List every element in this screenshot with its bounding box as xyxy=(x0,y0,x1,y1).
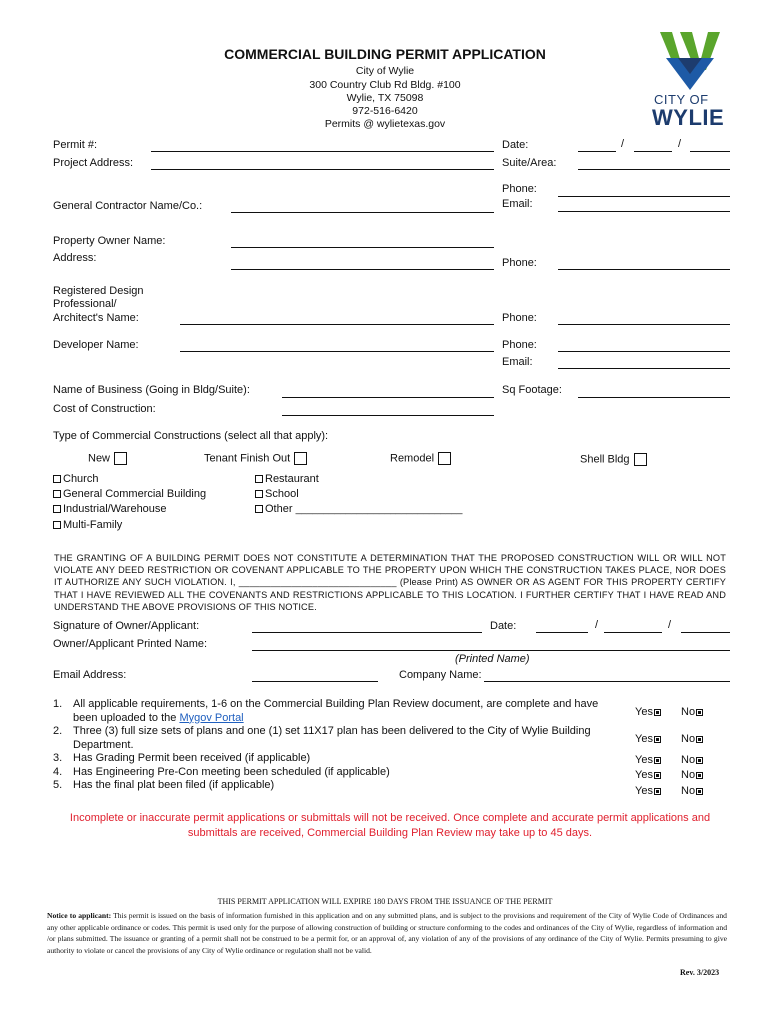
design-label-3: Architect's Name: xyxy=(53,312,139,324)
type-tenant[interactable] xyxy=(204,452,307,465)
req-num: 2. xyxy=(53,725,63,737)
notice-part-2: (Please Print) AS OWNER OR AS AGENT FOR THIS PROPERTY CERTIFY THAT I HAVE REVIEWED ALL THE COVENANTS AND RESTRICTIONS APPLICABLE TO THIS LOCATION. I FURTHER CERTIFY THAT I HAVE READ AND UNDERSTAND THE ABOVE PROVISIONS OF THIS NOTICE. xyxy=(54,577,727,612)
req1-yes[interactable] xyxy=(635,706,661,718)
req-num: 1. xyxy=(53,698,63,710)
requirement-4 xyxy=(53,766,623,780)
req-text: Three (3) full size sets of plans and one (1) set 11X17 plan has been delivered to the City of Wylie Building Department. xyxy=(73,725,591,751)
signature-label: Signature of Owner/Applicant: xyxy=(53,620,200,632)
cost-label: Cost of Construction: xyxy=(53,403,156,415)
industrial-checkbox[interactable] xyxy=(53,505,61,513)
req4-yes[interactable] xyxy=(635,769,661,781)
yes-label: Yes xyxy=(635,706,653,718)
no-label: No xyxy=(681,754,696,766)
dev-phone-label: Phone: xyxy=(502,339,537,351)
option-multifamily[interactable] xyxy=(53,519,122,531)
no-label: No xyxy=(681,785,696,797)
sig-date-sep-1: / xyxy=(595,619,599,631)
developer-input[interactable] xyxy=(180,351,494,352)
type-shell-label: Shell Bldg xyxy=(580,453,630,466)
business-label: Name of Business (Going in Bldg/Suite): xyxy=(53,384,250,396)
notice-to-applicant-text: This permit is issued on the basis of information furnished in this application and on any submitted plans, and is subject to the provisions and requirement of the City of Wylie Code of Ordinances and any other applicable ordinance or codes. This permit is used only for the purpose of allowing construction of building or structure conforming to the codes and ordinances of the City of Wylie, regardless of information and /or plans submitted. The issuance or granting of a permit shall not be construed to be a permit for, or an approval of, any violation of any of the provisions of any ordinance of the City of Wylie. Permits presuming to give authority to violate or cancel the provisions of any City of Wylie ordinance or regulation shall not be valid. xyxy=(47,911,727,955)
sig-date-label: Date: xyxy=(490,620,517,632)
req-text: All applicable requirements, 1-6 on the Commercial Building Plan Review document, are complete and have been uploaded to the xyxy=(73,698,599,724)
no-checkbox[interactable] xyxy=(696,788,703,795)
design-phone-label: Phone: xyxy=(502,312,537,324)
form-title: COMMERCIAL BUILDING PERMIT APPLICATION xyxy=(224,46,546,62)
school-checkbox[interactable] xyxy=(255,490,263,498)
no-checkbox[interactable] xyxy=(696,772,703,779)
req-num: 4. xyxy=(53,765,63,778)
suite-label: Suite/Area: xyxy=(502,157,557,169)
date-day-input[interactable] xyxy=(634,151,672,152)
design-label-2: Professional/ xyxy=(53,298,117,310)
general-label: General Commercial Building xyxy=(63,488,207,500)
project-address-input[interactable] xyxy=(151,169,494,170)
certification-notice xyxy=(54,552,726,613)
school-label: School xyxy=(265,488,299,500)
no-checkbox[interactable] xyxy=(696,757,703,764)
yes-checkbox[interactable] xyxy=(654,709,661,716)
option-industrial[interactable] xyxy=(53,503,167,515)
notice-to-applicant xyxy=(47,910,727,956)
req-text: Has Grading Permit been received (if applicable) xyxy=(73,752,311,764)
req3-no[interactable] xyxy=(681,754,703,766)
header-city: City of Wylie xyxy=(355,65,415,77)
date-month-input[interactable] xyxy=(578,151,616,152)
other-input[interactable]: ______________________________ xyxy=(295,504,463,515)
city-logo xyxy=(652,28,728,132)
req-num: 5. xyxy=(53,779,63,791)
type-shell[interactable] xyxy=(580,453,647,466)
logo-wylie: WYLIE xyxy=(652,105,725,130)
option-other[interactable] xyxy=(255,503,462,515)
design-name-input[interactable] xyxy=(180,324,494,325)
req-text: Has Engineering Pre-Con meeting been scheduled (if applicable) xyxy=(73,765,390,778)
yes-checkbox[interactable] xyxy=(654,772,661,779)
option-general[interactable] xyxy=(53,488,206,500)
req1-no[interactable] xyxy=(681,706,703,718)
yes-checkbox[interactable] xyxy=(654,736,661,743)
requirement-1 xyxy=(53,698,623,725)
no-label: No xyxy=(681,733,696,745)
yes-checkbox[interactable] xyxy=(654,757,661,764)
signature-input[interactable] xyxy=(252,632,482,633)
yes-label: Yes xyxy=(635,785,653,797)
design-label-1: Registered Design xyxy=(53,285,144,297)
gc-phone-label: Phone: xyxy=(502,183,537,195)
gc-email-input[interactable] xyxy=(558,211,730,212)
owner-name-label: Property Owner Name: xyxy=(53,235,166,247)
req-text: Has the final plat been filed (if applicable) xyxy=(73,779,275,791)
header-address: 300 Country Club Rd Bldg. #100 xyxy=(309,79,461,91)
date-sep-2: / xyxy=(678,138,682,150)
suite-input[interactable] xyxy=(578,169,730,170)
type-tenant-checkbox[interactable] xyxy=(294,452,307,465)
printed-name-input[interactable] xyxy=(252,650,730,651)
warning-line-2: submittals are received, Commercial Building Plan Review may take up to 45 days. xyxy=(187,827,593,839)
mygov-portal-link[interactable]: Mygov Portal xyxy=(179,711,244,724)
requirement-3 xyxy=(53,752,623,766)
restaurant-label: Restaurant xyxy=(265,473,319,485)
type-new-label: New xyxy=(88,452,111,465)
printed-name-label: Owner/Applicant Printed Name: xyxy=(53,638,208,650)
dev-email-input[interactable] xyxy=(558,368,730,369)
dev-email-label: Email: xyxy=(502,356,533,368)
header-phone: 972-516-6420 xyxy=(352,105,418,117)
notice-to-applicant-label: Notice to applicant: xyxy=(47,911,112,920)
option-school[interactable] xyxy=(255,488,299,500)
cost-input[interactable] xyxy=(282,415,494,416)
req-num: 3. xyxy=(53,752,63,764)
company-input[interactable] xyxy=(484,681,730,682)
req2-yes[interactable] xyxy=(635,733,661,745)
type-remodel[interactable] xyxy=(390,452,451,465)
expire-notice: THIS PERMIT APPLICATION WILL EXPIRE 180 DAYS FROM THE ISSUANCE OF THE PERMIT xyxy=(217,897,553,906)
church-checkbox[interactable] xyxy=(53,475,61,483)
header-email: Permits @ wylietexas.gov xyxy=(324,118,446,130)
sig-date-day[interactable] xyxy=(604,632,662,633)
owner-name-input[interactable] xyxy=(231,247,494,248)
other-checkbox[interactable] xyxy=(255,505,263,513)
dev-phone-input[interactable] xyxy=(558,351,730,352)
notice-name-blank[interactable]: ______________________________ xyxy=(238,577,397,588)
no-checkbox[interactable] xyxy=(696,709,703,716)
logo-city-of: CITY OF xyxy=(654,92,709,107)
sqft-label: Sq Footage: xyxy=(502,384,562,396)
business-input[interactable] xyxy=(282,397,494,398)
option-restaurant[interactable] xyxy=(255,473,319,485)
gc-email-label: Email: xyxy=(502,198,533,210)
no-label: No xyxy=(681,769,696,781)
sqft-input[interactable] xyxy=(578,397,730,398)
church-label: Church xyxy=(63,473,99,485)
multifamily-label: Multi-Family xyxy=(63,519,123,531)
req5-yes[interactable] xyxy=(635,785,661,797)
company-label: Company Name: xyxy=(399,669,482,681)
type-remodel-checkbox[interactable] xyxy=(438,452,451,465)
other-label: Other xyxy=(265,503,293,515)
req5-no[interactable] xyxy=(681,785,703,797)
requirement-2 xyxy=(53,725,623,752)
multifamily-checkbox[interactable] xyxy=(53,521,61,529)
email-input[interactable] xyxy=(252,681,378,682)
notice-part-1: THE GRANTING OF A BUILDING PERMIT DOES NOT CONSTITUTE A DETERMINATION THAT THE PROPOSED CONSTRUCTION WILL OR WILL NOT VIOLATE ANY DEED RESTRICTION OR COVENANT APPLICABLE TO THE PROPERTY UPON WHICH THE CONSTRUCTION TAKES PLACE, NOR DOES IT AUTHORIZE ANY SUCH VIOLATION. I, xyxy=(54,553,726,588)
sig-date-year[interactable] xyxy=(681,632,730,633)
req4-no[interactable] xyxy=(681,769,703,781)
warning-line-1: Incomplete or inaccurate permit applications or submittals will not be received. Once complete and accurate permit applications and xyxy=(69,812,711,824)
no-checkbox[interactable] xyxy=(696,736,703,743)
no-label: No xyxy=(681,706,696,718)
type-remodel-label: Remodel xyxy=(390,452,435,465)
type-new[interactable] xyxy=(88,452,127,465)
type-new-checkbox[interactable] xyxy=(114,452,127,465)
gc-name-input[interactable] xyxy=(231,212,494,213)
general-checkbox[interactable] xyxy=(53,490,61,498)
developer-label: Developer Name: xyxy=(53,339,139,351)
date-sep-1: / xyxy=(621,138,625,150)
project-address-label: Project Address: xyxy=(53,157,134,169)
sig-date-month[interactable] xyxy=(536,632,588,633)
owner-phone-label: Phone: xyxy=(502,257,537,269)
gc-phone-input[interactable] xyxy=(558,196,730,197)
req2-no[interactable] xyxy=(681,733,703,745)
design-phone-input[interactable] xyxy=(558,324,730,325)
yes-label: Yes xyxy=(635,733,653,745)
yes-checkbox[interactable] xyxy=(654,788,661,795)
revision-label: Rev. 3/2023 xyxy=(680,968,720,977)
owner-phone-input[interactable] xyxy=(558,269,730,270)
owner-address-label: Address: xyxy=(53,252,97,264)
yes-label: Yes xyxy=(635,754,653,766)
type-shell-checkbox[interactable] xyxy=(634,453,647,466)
yes-label: Yes xyxy=(635,769,653,781)
permit-input[interactable] xyxy=(151,151,494,152)
date-label: Date: xyxy=(502,139,529,151)
option-church[interactable] xyxy=(53,473,98,485)
email-label: Email Address: xyxy=(53,669,127,681)
requirement-5 xyxy=(53,779,623,793)
type-tenant-label: Tenant Finish Out xyxy=(204,452,291,465)
industrial-label: Industrial/Warehouse xyxy=(63,503,167,515)
construction-heading: Type of Commercial Constructions (select all that apply): xyxy=(53,430,329,442)
wylie-w-icon xyxy=(652,28,728,92)
printed-name-caption: (Printed Name) xyxy=(455,653,530,665)
date-year-input[interactable] xyxy=(690,151,730,152)
gc-name-label: General Contractor Name/Co.: xyxy=(53,200,203,212)
permit-label: Permit #: xyxy=(53,139,98,151)
requirements-list xyxy=(53,698,623,793)
restaurant-checkbox[interactable] xyxy=(255,475,263,483)
req3-yes[interactable] xyxy=(635,754,661,766)
header-city-state: Wylie, TX 75098 xyxy=(346,92,424,104)
sig-date-sep-2: / xyxy=(668,619,672,631)
owner-address-input[interactable] xyxy=(231,269,494,270)
